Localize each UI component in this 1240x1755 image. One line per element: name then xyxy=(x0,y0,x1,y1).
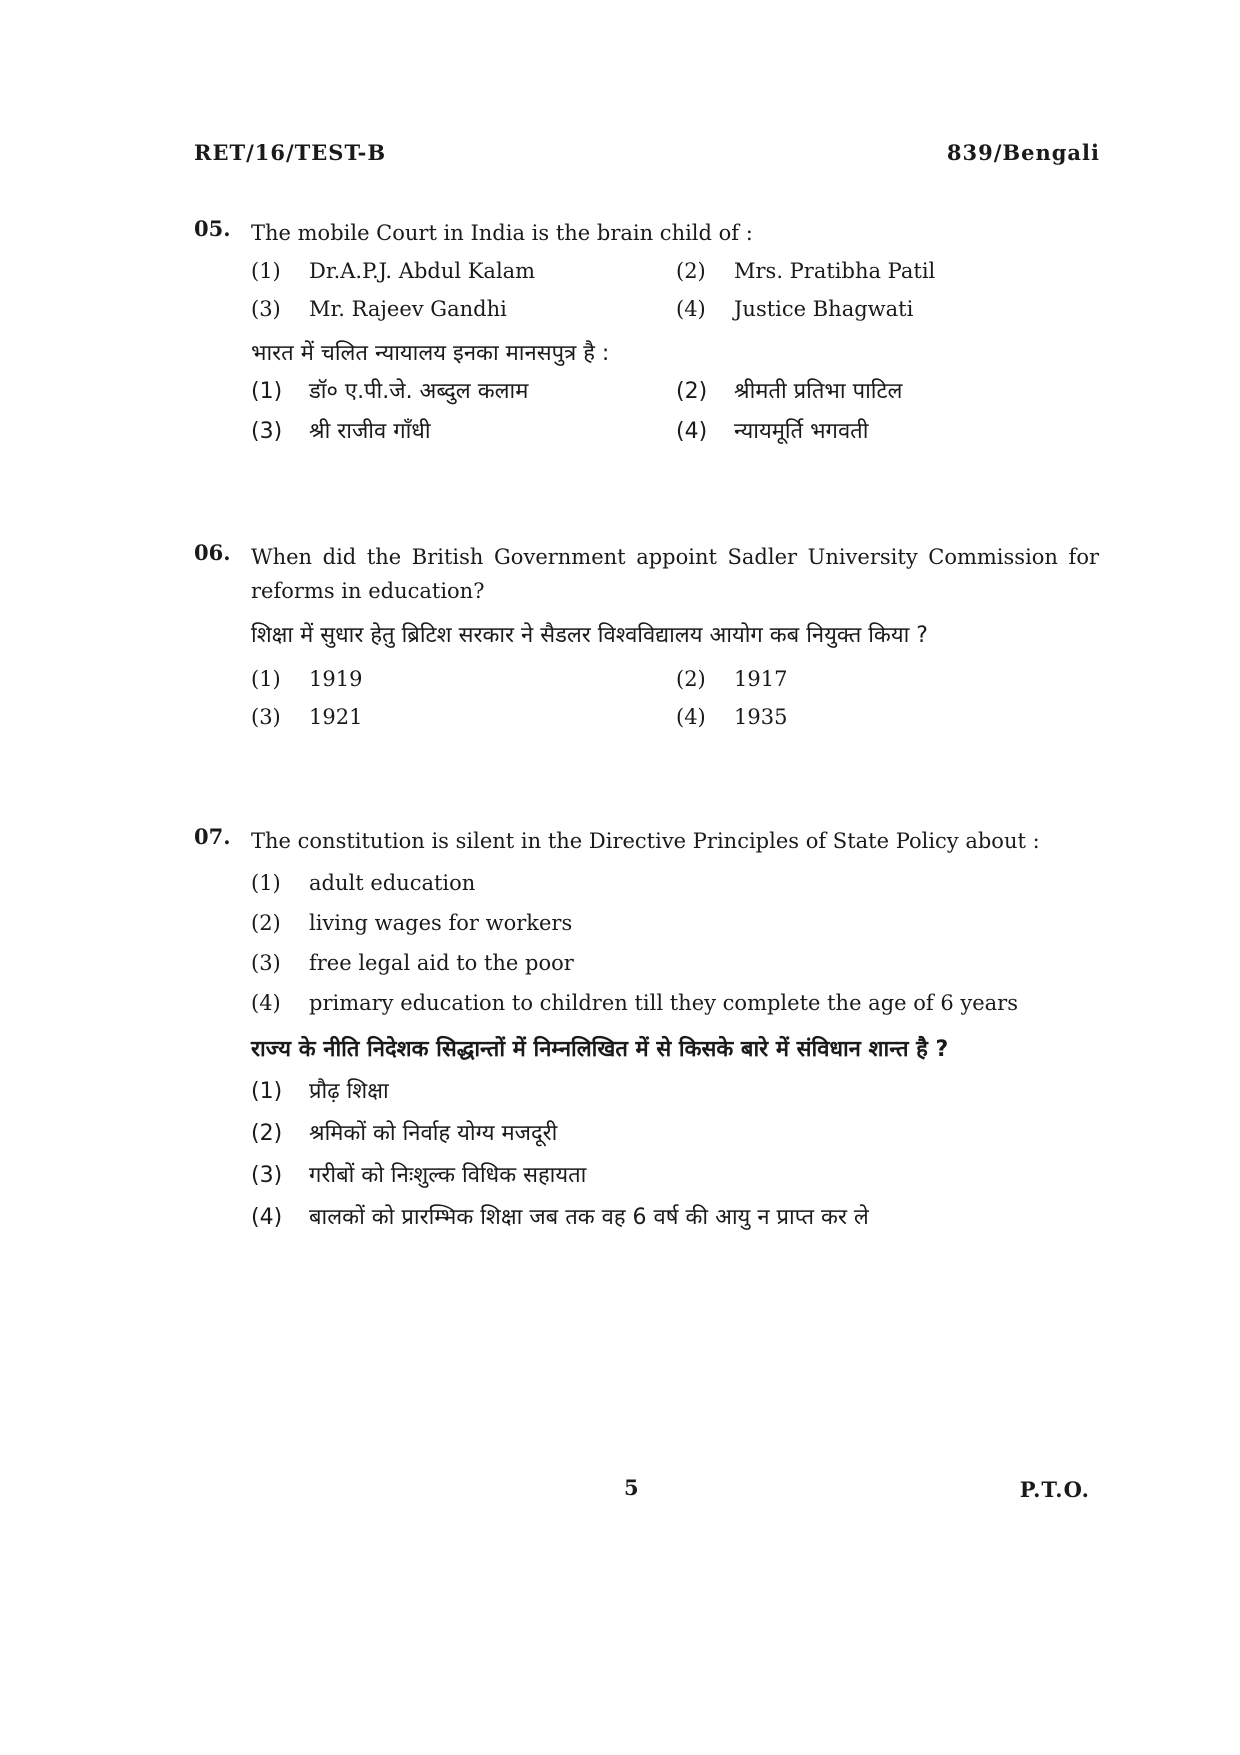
page-number: 5 xyxy=(624,1475,639,1500)
paper-code: 839/Bengali xyxy=(946,140,1100,165)
options-hindi xyxy=(251,374,1099,450)
option-1: (1) 1919 xyxy=(251,667,363,691)
please-turn-over: P.T.O. xyxy=(1019,1477,1090,1502)
question-07 xyxy=(194,824,1099,1242)
question-number: 05. xyxy=(194,216,231,241)
question-number: 06. xyxy=(194,540,231,565)
option-3: (3) free legal aid to the poor xyxy=(251,951,574,975)
option-2: (2) श्रमिकों को निर्वाह योग्य मजदूरी xyxy=(251,1121,558,1146)
option-2: (2) श्रीमती प्रतिभा पाटिल xyxy=(676,379,903,404)
question-stem-english: When did the British Government appoint Sadler University Commission for reforms in education? xyxy=(251,545,1099,603)
option-3: (3) गरीबों को निःशुल्क विधिक सहायता xyxy=(251,1163,587,1188)
options-english xyxy=(251,866,1099,1020)
option-4: (4) न्यायमूर्ति भगवती xyxy=(676,419,869,444)
options-english xyxy=(251,254,1099,326)
question-number: 07. xyxy=(194,824,231,849)
options xyxy=(251,662,1099,734)
option-3: (3) श्री राजीव गाँधी xyxy=(251,419,431,444)
option-3: (3) 1921 xyxy=(251,705,363,729)
question-stem-hindi: शिक्षा में सुधार हेतु ब्रिटिश सरकार ने सैडलर विश्वविद्यालय आयोग कब नियुक्त किया ? xyxy=(251,623,928,648)
option-1: (1) डॉ० ए.पी.जे. अब्दुल कलाम xyxy=(251,379,529,404)
option-4: (4) Justice Bhagwati xyxy=(676,297,914,321)
option-2: (2) living wages for workers xyxy=(251,911,573,935)
option-4: (4) बालकों को प्रारम्भिक शिक्षा जब तक वह 6 वर्ष की आयु न प्राप्त कर ले xyxy=(251,1205,869,1230)
option-4: (4) 1935 xyxy=(676,705,788,729)
option-1: (1) Dr.A.P.J. Abdul Kalam xyxy=(251,259,536,283)
option-1: (1) प्रौढ़ शिक्षा xyxy=(251,1079,389,1104)
question-stem-hindi: भारत में चलित न्यायालय इनका मानसपुत्र है : xyxy=(251,341,610,366)
options-hindi xyxy=(251,1074,1099,1236)
option-2: (2) Mrs. Pratibha Patil xyxy=(676,259,936,283)
option-2: (2) 1917 xyxy=(676,667,788,691)
exam-code: RET/16/TEST-B xyxy=(194,140,387,165)
question-stem-english: The constitution is silent in the Directive Principles of State Policy about : xyxy=(251,829,1040,853)
option-3: (3) Mr. Rajeev Gandhi xyxy=(251,297,507,321)
question-stem-english: The mobile Court in India is the brain child of : xyxy=(251,221,753,245)
question-05 xyxy=(194,216,1099,450)
option-4: (4) primary education to children till they complete the age of 6 years xyxy=(251,991,1018,1015)
question-06 xyxy=(194,540,1099,734)
option-1: (1) adult education xyxy=(251,871,476,895)
question-stem-hindi: राज्य के नीति निदेशक सिद्धान्तों में निम्नलिखित में से किसके बारे में संविधान शान्त है ? xyxy=(251,1037,949,1062)
